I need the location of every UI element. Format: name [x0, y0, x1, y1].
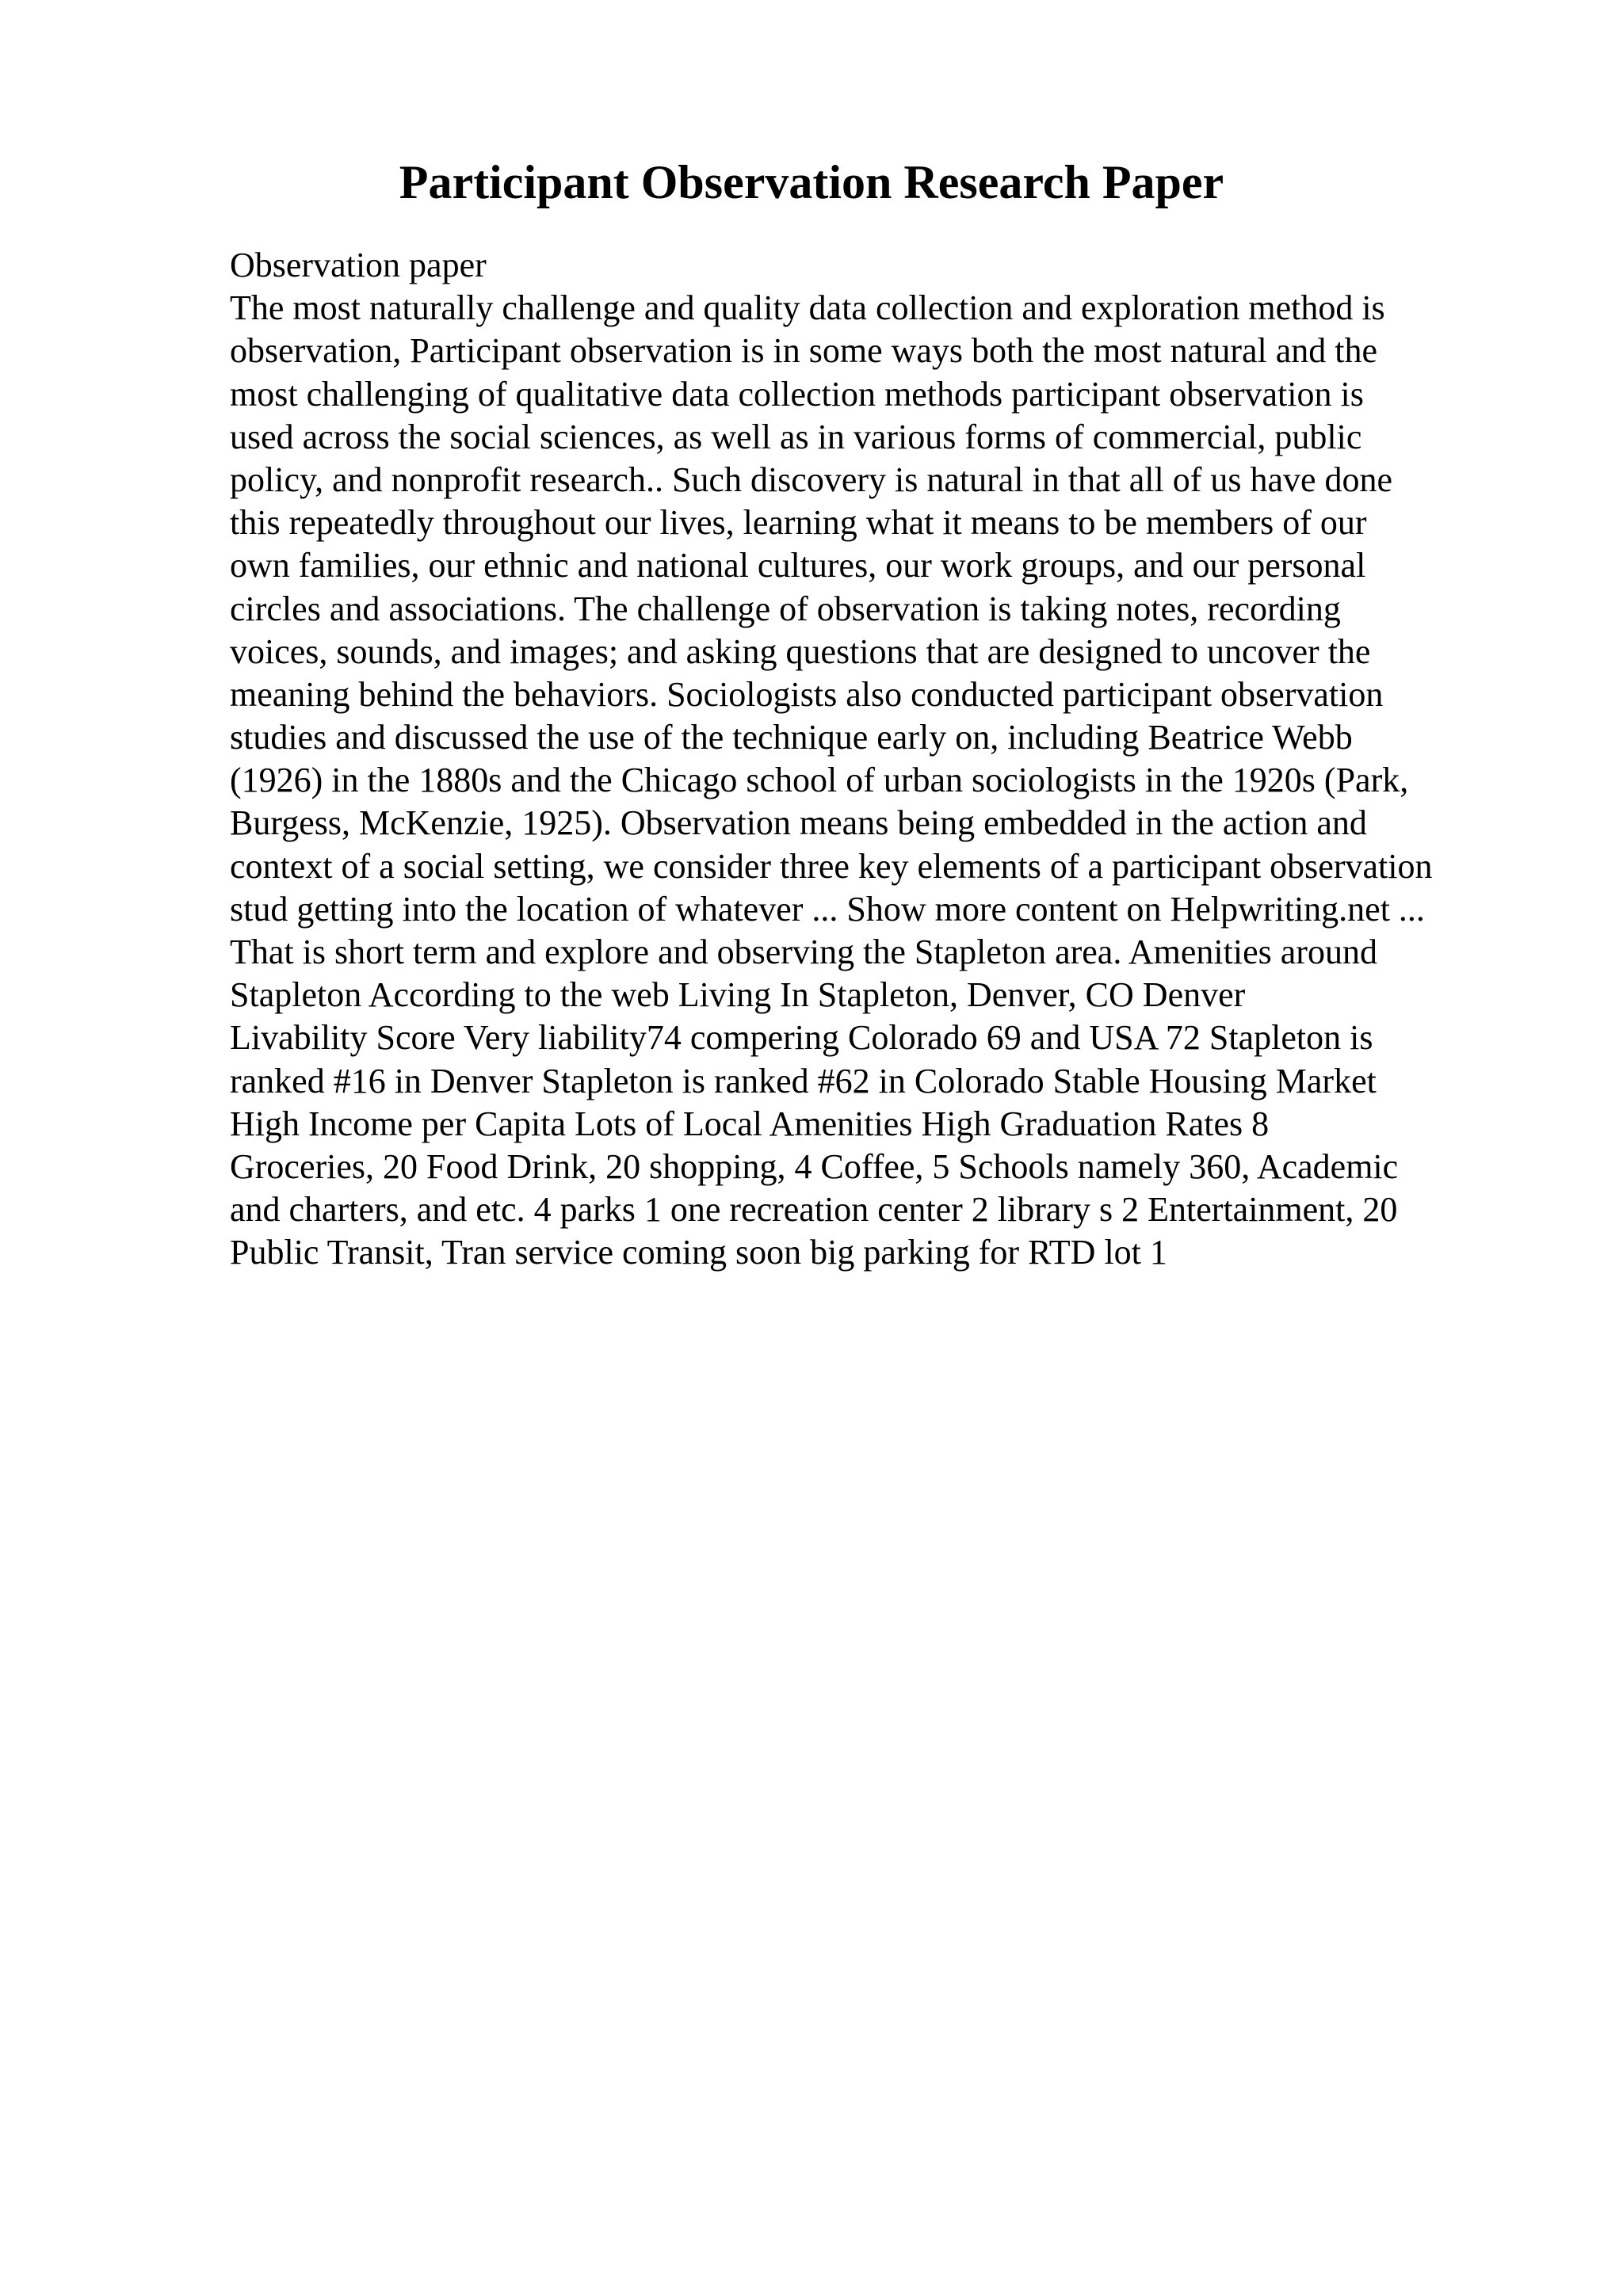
body-text [230, 244, 1514, 1275]
text-line: Livability Score Very liability74 compering Colorado 69 and USA 72 Stapleton is [230, 1018, 1373, 1058]
text-line: meaning behind the behaviors. Sociologists also conducted participant observation [230, 674, 1384, 714]
text-line: voices, sounds, and images; and asking questions that are designed to uncover the [230, 631, 1371, 671]
text-line: observation, Participant observation is in some ways both the most natural and the [230, 331, 1378, 371]
text-line: this repeatedly throughout our lives, learning what it means to be members of our [230, 503, 1367, 543]
text-line: Stapleton According to the web Living In Stapleton, Denver, CO Denver [230, 975, 1246, 1015]
page-title: Participant Observation Research Paper [399, 156, 1224, 208]
text-line: policy, and nonprofit research.. Such discovery is natural in that all of us have done [230, 460, 1393, 499]
text-line: The most naturally challenge and quality data collection and exploration method is [230, 288, 1385, 328]
text-line: circles and associations. The challenge of observation is taking notes, recording [230, 589, 1341, 628]
text-line: used across the social sciences, as well as in various forms of commercial, public [230, 417, 1362, 456]
text-line: own families, our ethnic and national cultures, our work groups, and our personal [230, 546, 1366, 585]
text-line: studies and discussed the use of the technique early on, including Beatrice Webb [230, 718, 1353, 757]
text-line: Observation paper [230, 246, 487, 284]
text-line: stud getting into the location of whatever ... Show more content on Helpwriting.net ... [230, 889, 1425, 929]
text-line: (1926) in the 1880s and the Chicago school of urban sociologists in the 1920s (Park, [230, 761, 1409, 800]
text-line: context of a social setting, we consider three key elements of a participant observation [230, 846, 1433, 886]
text-line: and charters, and etc. 4 parks 1 one recreation center 2 library s 2 Entertainment, 20 [230, 1190, 1398, 1230]
text-line: Public Transit, Tran service coming soon big parking for RTD lot 1 [230, 1233, 1167, 1272]
text-line: ranked #16 in Denver Stapleton is ranked #62 in Colorado Stable Housing Market [230, 1061, 1377, 1100]
text-line: Burgess, McKenzie, 1925). Observation means being embedded in the action and [230, 803, 1367, 843]
text-line: That is short term and explore and observing the Stapleton area. Amenities around [230, 933, 1377, 971]
text-line: Groceries, 20 Food Drink, 20 shopping, 4 Coffee, 5 Schools namely 360, Academic [230, 1146, 1399, 1186]
text-line: most challenging of qualitative data collection methods participant observation is [230, 374, 1364, 414]
text-line: High Income per Capita Lots of Local Amenities High Graduation Rates 8 [230, 1104, 1270, 1143]
